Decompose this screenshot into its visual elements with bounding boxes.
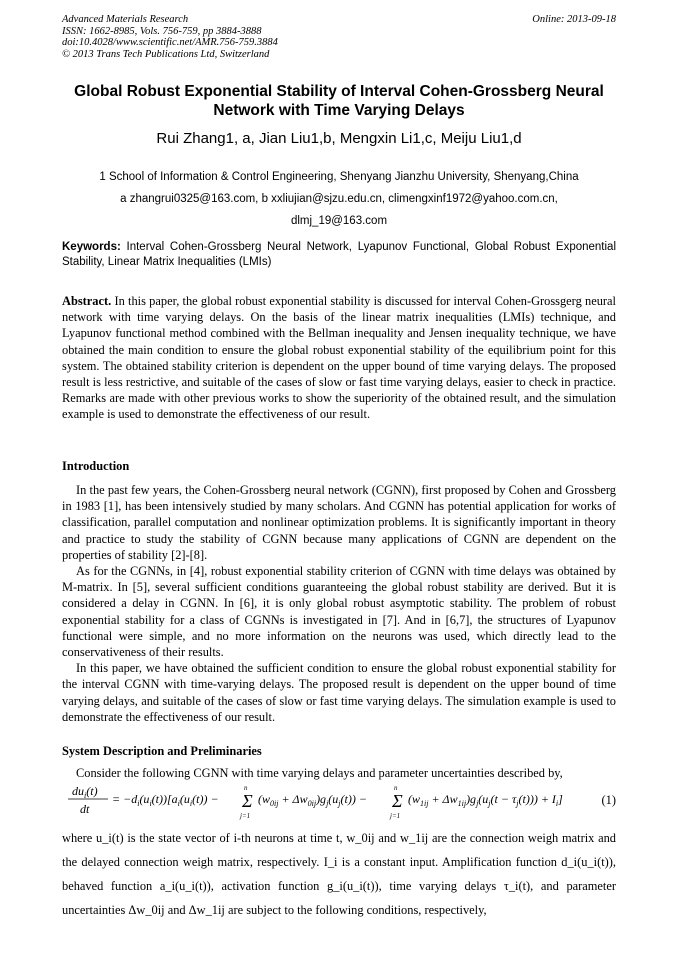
- keywords-text: Interval Cohen-Grossberg Neural Network, Lyapunov Functional, Global Robust Exponential Stability, Linear Matrix Inequalities (LMIs): [62, 241, 617, 268]
- system-paragraph-2: where u_i(t) is the state vector of i-th neurons at time t, w_0ij and w_1ij are the connection weigh matrix and the delayed connection weigh matrix, respectively. I_i is a constant input. Amplification function d_i(u_i(t)), behaved function a_i(u_i(t)), activation function g_i(u_i(t)), time varying delays τ_i(t), and parameter uncertainties Δw_0ij and Δw_1ij are subject to the following conditions, respectively,: [62, 831, 616, 917]
- svg-text:n: n: [244, 784, 248, 792]
- author-list: Rui Zhang1, a, Jian Liu1,b, Mengxin Li1,c, Meiju Liu1,d: [156, 130, 522, 147]
- journal-name: Advanced Materials Research: [62, 14, 189, 25]
- svg-text:(w0ij + Δw0ij)gj(uj(t)) −: $(w_{0ij} + \Delta w_{0ij})g_j(u_j(t))$ −: [258, 792, 367, 808]
- doi-line: doi:10.4028/www.scientific.net/AMR.756-759.3884: [62, 37, 278, 48]
- system-intro: [62, 765, 616, 781]
- intro-paragraph-3: In this paper, we have obtained the sufficient condition to ensure the global robust exponential stability for the interval CGNN with time-varying delays. The proposed result is dependent on the upper bound of time varying delays, and suitable of the cases of slow or fast time varying delays. The simulation example is used to demonstrate the effectiveness of our result.: [62, 661, 616, 724]
- email-line-2: dlmj_19@163.com: [290, 215, 388, 227]
- svg-text:n: n: [394, 784, 398, 792]
- intro-paragraph-1: In the past few years, the Cohen-Grossberg neural network (CGNN), first proposed by Cohen and Grossberg in 1983 [1], has been intensively studied by many scholars. And CGNN has potential application for works of classification, parallel computation and nonlinear optimization problems. It is significantly important in theory and practice to study the stability of CGNN because many applications of CGNN are dependent on the properties of stability [2]-[8].: [62, 483, 616, 562]
- journal-header: [62, 14, 616, 60]
- abstract-label: Abstract.: [62, 294, 112, 308]
- title-line-1: Global Robust Exponential Stability of Interval Cohen-Grossberg Neural: [74, 83, 604, 100]
- system-paragraph-1: Consider the following CGNN with time varying delays and parameter uncertainties described by,: [76, 766, 563, 780]
- email-line-1: a zhangrui0325@163.com, b xxliujian@sjzu.edu.cn, climengxinf1972@yahoo.com.cn,: [120, 193, 558, 205]
- introduction-body: [62, 482, 616, 725]
- system-description-body: [62, 826, 616, 922]
- svg-text:dui(t): $du_i(t)$: [72, 784, 98, 800]
- issn-line: ISSN: 1662-8985, Vols. 756-759, pp 3884-3888: [62, 25, 262, 37]
- online-date: Online: 2013-09-18: [532, 14, 616, 25]
- svg-text:= −di(ui(t))[ai(ui(t)) −: = $-d_i(u_i(t))[a_i(u_i(t))$ −: [112, 792, 219, 808]
- system-description-heading: System Description and Preliminaries: [62, 744, 262, 758]
- intro-paragraph-2: As for the CGNNs, in [4], robust exponential stability criterion of CGNN with time delays was obtained by M-matrix. In [5], several sufficient conditions guaranteeing the global robust stability are derived. But it is considered a delay in CGNN. In [6], it is only global robust asymptotic stability. The problem of robust exponential stability for a class of CGNNs is investigated in [7]. And in [6,7], the structures of Lyapunov functional were simple, and no more information on the neurons was used, which directly lead to the conservativeness of their results.: [62, 564, 616, 660]
- abstract-text: In this paper, the global robust exponential stability is discussed for interval Cohen-Grossgerg neural network with time varying delays. On the basis of the linear matrix inequalities (LMIs) technique, and Lyapunov functional method combined with the Bellman inequality and Jensen inequality technique, we have obtained the main condition to ensure the global robust exponential stability of the equilibrium point for this system. The obtained stability criterion is dependent on the upper bound of time varying delays. The proposed result is less restrictive, and suitable of the cases of slow or fast time varying delays, easier to check in practice. Remarks are made with other previous works to show the superiority of the obtained result, and the simulation example is used to demonstrate the effectiveness of our result.: [62, 294, 616, 422]
- abstract-block: [62, 293, 616, 423]
- affiliations: [40, 166, 638, 232]
- title-line-2: Network with Time Varying Delays: [213, 102, 465, 119]
- equation-1: [62, 781, 616, 821]
- svg-text:j=1: j=1: [390, 812, 401, 820]
- svg-text:dt: dt: [80, 802, 90, 816]
- affiliation-line: 1 School of Information & Control Engineering, Shenyang Jianzhu University, Shenyang,China: [99, 171, 579, 183]
- keywords-label: Keywords:: [62, 241, 121, 253]
- svg-text:Σ: Σ: [392, 791, 403, 811]
- copyright-line: © 2013 Trans Tech Publications Ltd, Switzerland: [62, 48, 270, 60]
- introduction-heading: Introduction: [62, 459, 130, 473]
- keywords-block: [62, 240, 616, 270]
- equation-graphic: [62, 781, 592, 821]
- svg-text:(w1ij + Δw1ij)gj(uj(t − τj(t)): $(w_{1ij} + \Delta w_{1ij})g_j(u_j(t - \tau_j(t))) + I_i$]: [408, 792, 563, 808]
- equation-number: (1): [601, 793, 616, 807]
- paper-title: [40, 82, 638, 120]
- svg-text:Σ: Σ: [242, 791, 253, 811]
- svg-text:j=1: j=1: [240, 812, 251, 820]
